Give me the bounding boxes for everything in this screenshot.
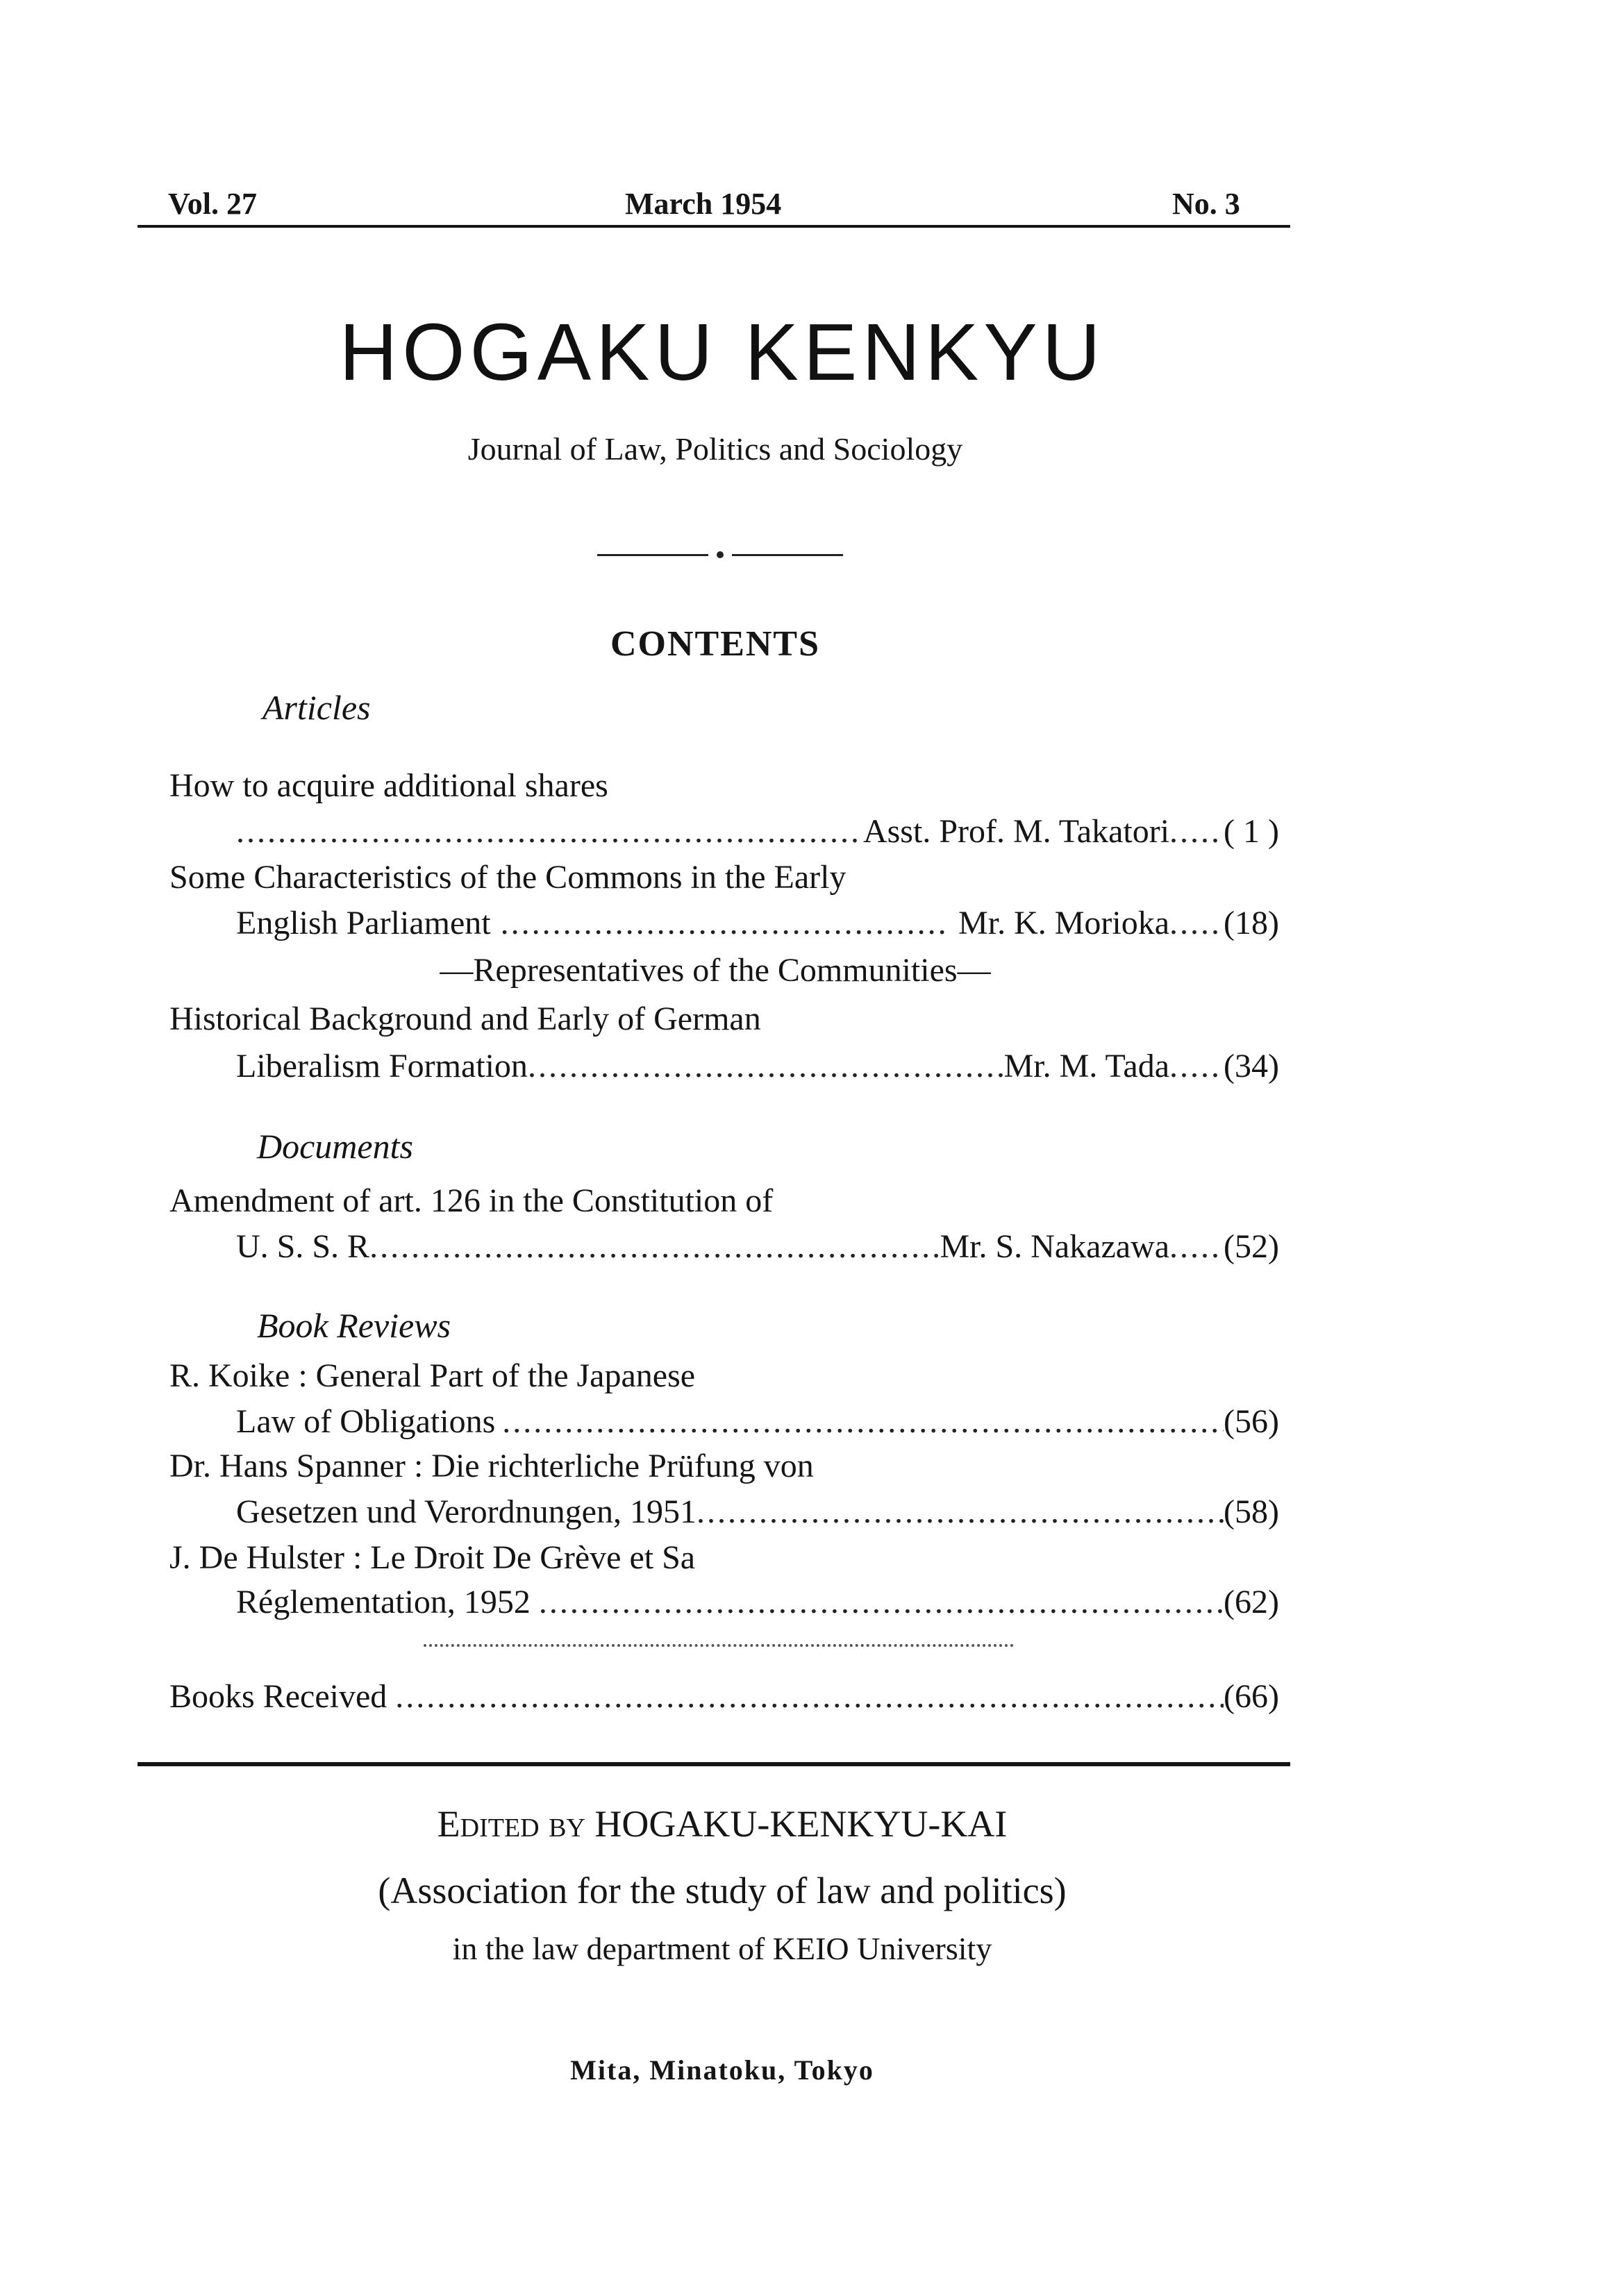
toc-entry-nakazawa[interactable]: [236, 1227, 1279, 1266]
entry-author: Mr. M. Tada: [1003, 1048, 1170, 1084]
entry-page: (62): [1224, 1584, 1279, 1620]
review-title-cont: Réglementation, 1952: [236, 1584, 531, 1620]
review-line: Dr. Hans Spanner : Die richterliche Prüfung von: [169, 1448, 814, 1484]
leader-dots: [1169, 904, 1224, 942]
toc-entry-hulster[interactable]: [236, 1583, 1279, 1621]
review-title-cont: Law of Obligations: [236, 1403, 496, 1440]
entry-page: (34): [1224, 1048, 1279, 1084]
header-rule: [137, 225, 1290, 228]
edited-by: Edited by HOGAKU-KENKYU-KAI: [437, 1803, 1008, 1845]
entry-title-cont: Liberalism Formation: [236, 1048, 528, 1084]
ornament-rule-right: [732, 554, 843, 556]
entry-page: ( 1 ): [1224, 813, 1279, 850]
entry-subtitle: —Representatives of the Communities—: [440, 952, 991, 989]
section-documents: Documents: [257, 1127, 413, 1166]
leader-dots: [539, 1583, 1224, 1621]
issue-number: No. 3: [1172, 187, 1240, 221]
journal-title: HOGAKU KENKYU: [339, 307, 1106, 397]
entry-title: How to acquire additional shares: [169, 767, 608, 804]
entry-page: (52): [1224, 1228, 1279, 1265]
leader-dots: [395, 1677, 1224, 1716]
review-line: J. De Hulster : Le Droit De Grève et Sa: [169, 1539, 696, 1576]
leader-dots: [1169, 812, 1224, 850]
entry-page: (58): [1224, 1493, 1279, 1530]
toc-entry-koike[interactable]: [236, 1402, 1279, 1441]
entry-page: (56): [1224, 1403, 1279, 1440]
entry-title-cont: U. S. S. R: [236, 1228, 370, 1265]
toc-entry-books-received[interactable]: [169, 1677, 1279, 1716]
leader-dots: [501, 904, 949, 942]
footer-rule: [137, 1762, 1290, 1766]
entry-title-cont: English Parliament: [236, 905, 491, 941]
dotted-separator: [424, 1644, 1014, 1647]
leader-dots: [528, 1047, 1004, 1085]
review-title-cont: Gesetzen und Verordnungen, 1951: [236, 1493, 697, 1530]
journal-subtitle: Journal of Law, Politics and Sociology: [467, 431, 963, 467]
entry-author: Asst. Prof. M. Takatori: [862, 813, 1170, 850]
leader-dots: [369, 1227, 940, 1266]
toc-entry-tada[interactable]: [236, 1047, 1279, 1085]
leader-dots: [1169, 1227, 1224, 1266]
leader-dots: [697, 1493, 1224, 1531]
association-note: (Association for the study of law and politics): [378, 1870, 1067, 1911]
ornament-dot: [717, 551, 724, 558]
review-line: R. Koike : General Part of the Japanese: [169, 1357, 696, 1394]
entry-author: Mr. S. Nakazawa: [940, 1228, 1170, 1265]
section-book-reviews: Book Reviews: [257, 1306, 451, 1345]
leader-dots: [1169, 1047, 1224, 1085]
entry-title: Amendment of art. 126 in the Constitution of: [169, 1182, 774, 1219]
entry-title: Historical Background and Early of German: [169, 1000, 761, 1037]
leader-dots: [502, 1402, 1224, 1441]
leader-dots: [236, 812, 863, 850]
section-articles: Articles: [262, 688, 371, 727]
toc-entry-spanner[interactable]: [236, 1493, 1279, 1531]
entry-page: (66): [1224, 1678, 1279, 1715]
entry-page: (18): [1224, 905, 1279, 941]
entry-label: Books Received: [169, 1678, 387, 1715]
entry-title: Some Characteristics of the Commons in the Early: [169, 859, 846, 896]
department-note: in the law department of KEIO University: [452, 1931, 992, 1966]
volume-label: Vol. 27: [168, 187, 257, 221]
publisher-address: Mita, Minatoku, Tokyo: [570, 2054, 874, 2086]
ornament-rule-left: [597, 554, 708, 556]
contents-heading: CONTENTS: [610, 624, 821, 664]
toc-entry-takatori[interactable]: [236, 812, 1279, 850]
toc-entry-morioka[interactable]: [236, 904, 1279, 942]
entry-author: Mr. K. Morioka: [958, 905, 1170, 941]
issue-date: March 1954: [625, 187, 782, 221]
